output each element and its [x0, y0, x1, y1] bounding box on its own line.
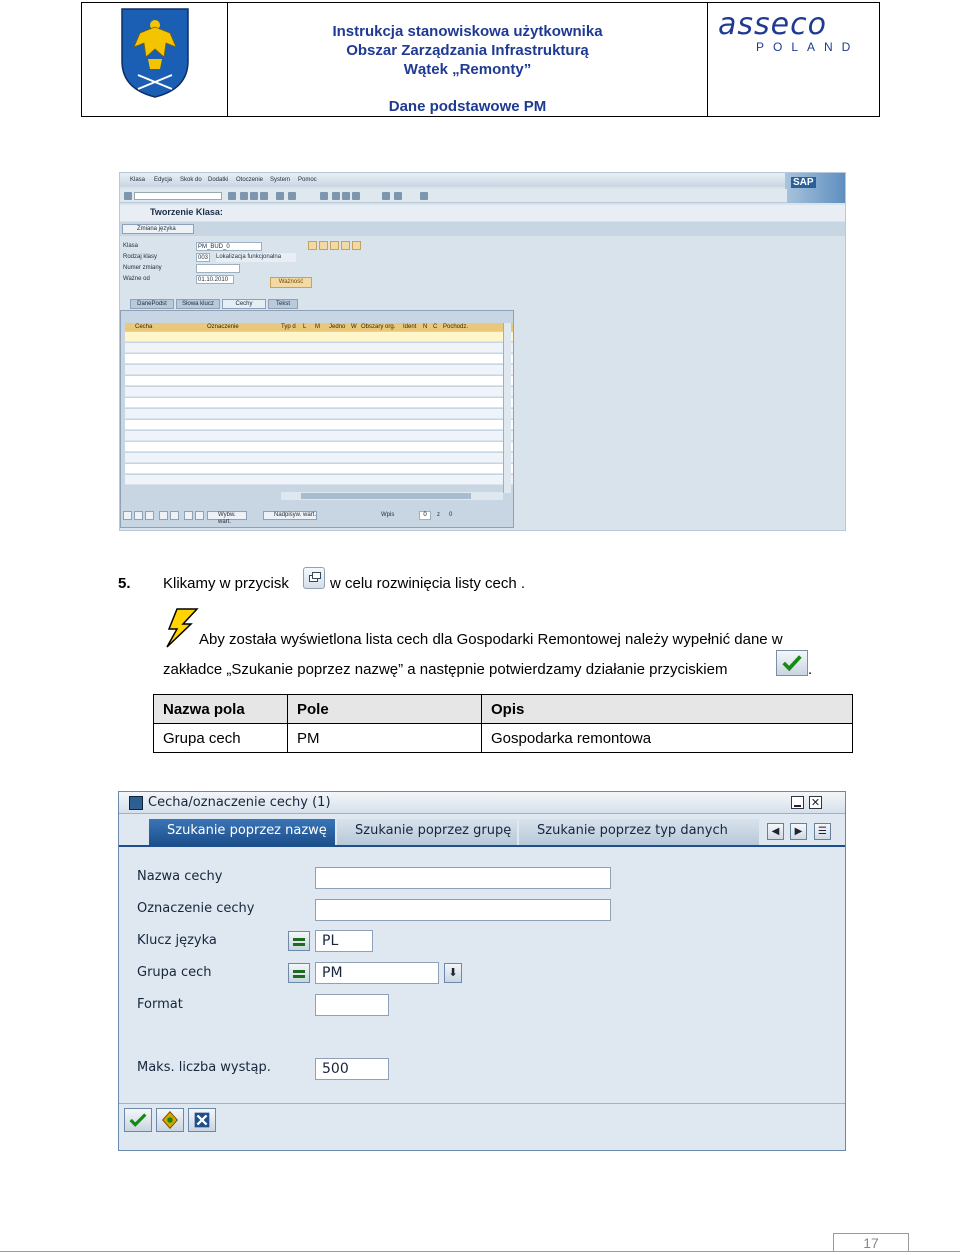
sap-menu-bar: [120, 173, 846, 187]
coat-of-arms-logo: [82, 3, 228, 116]
menu-item[interactable]: Klasa: [130, 177, 146, 183]
column-header: Pole: [288, 695, 482, 724]
column-header: Jedno: [329, 324, 346, 330]
language-key-input[interactable]: PL: [315, 930, 373, 952]
small-button-icon[interactable]: [319, 241, 328, 250]
tab-search-by-group[interactable]: Szukanie poprzez grupę: [337, 819, 517, 845]
table-cell: Gospodarka remontowa: [482, 724, 853, 753]
table-row[interactable]: [125, 420, 513, 430]
values-button[interactable]: Wybw. wart.: [207, 511, 247, 520]
dialog-tab-bar: [119, 815, 846, 845]
characteristic-name-input[interactable]: [315, 867, 611, 889]
column-header: Nazwa pola: [154, 695, 288, 724]
small-button-icon[interactable]: [308, 241, 317, 250]
equals-operator-icon[interactable]: [288, 931, 310, 951]
menu-item[interactable]: Edycja: [154, 177, 173, 183]
column-header: W: [351, 324, 357, 330]
entry-field[interactable]: 0: [419, 511, 431, 520]
prev-page-icon[interactable]: [332, 192, 340, 200]
column-header: Cecha: [135, 324, 153, 330]
max-hits-input[interactable]: 500: [315, 1058, 389, 1080]
menu-item[interactable]: Otoczenie: [236, 177, 264, 183]
insert-row-icon[interactable]: [159, 511, 168, 520]
table-row[interactable]: [125, 387, 513, 397]
table-row[interactable]: [125, 354, 513, 364]
header-section: Dane podstawowe PM: [388, 98, 547, 115]
table-row[interactable]: [125, 398, 513, 408]
characteristic-group-input[interactable]: PM: [315, 962, 439, 984]
field-label: Maks. liczba wystąp.: [137, 1060, 271, 1075]
value-help-icon[interactable]: ⬇: [444, 963, 462, 983]
scroll-thumb[interactable]: [301, 493, 471, 499]
characteristic-search-dialog: [118, 791, 846, 1151]
menu-item[interactable]: Skok do: [180, 177, 202, 183]
cancel-x-icon[interactable]: [188, 1108, 216, 1132]
select-all-icon[interactable]: [123, 511, 132, 520]
page-number: 17: [833, 1233, 909, 1252]
field-label: Grupa cech: [137, 965, 212, 980]
field-label: Rodzaj klasy: [123, 254, 158, 260]
delete-row-icon[interactable]: [170, 511, 179, 520]
multiple-selection-icon[interactable]: [156, 1108, 184, 1132]
class-type-description: Lokalizacja funkcjonalna: [216, 253, 296, 262]
sap-window-icon: [129, 796, 143, 810]
table-row[interactable]: [125, 464, 513, 474]
sap-create-class-screenshot: [119, 172, 846, 531]
note-line-2: zakładce „Szukanie poprzez nazwę” a następnie potwierdzamy działanie przyciskiem: [163, 661, 728, 678]
table-row[interactable]: [125, 442, 513, 452]
print-icon[interactable]: [276, 192, 284, 200]
deselect-all-icon[interactable]: [134, 511, 143, 520]
new-session-icon[interactable]: [382, 192, 390, 200]
entry-label: Wpis: [381, 512, 395, 518]
footer-line: [0, 1251, 960, 1252]
grid-bottom-toolbar: [123, 511, 513, 525]
asseco-logo-sub: POLAND: [756, 40, 860, 54]
table-row[interactable]: [125, 343, 513, 353]
class-field[interactable]: PM_BUD_0: [196, 242, 262, 251]
field-label: Format: [137, 997, 183, 1012]
column-header: Ident: [403, 324, 417, 330]
column-header: M: [315, 324, 320, 330]
small-button-icon[interactable]: [341, 241, 350, 250]
menu-item[interactable]: Pomoc: [298, 177, 317, 183]
note-line-2-end: .: [808, 661, 813, 678]
characteristics-grid: [120, 310, 514, 528]
tab-text[interactable]: Tekst: [268, 299, 298, 309]
validity-button[interactable]: Ważność: [270, 277, 312, 288]
menu-item[interactable]: Dodatki: [208, 177, 229, 183]
small-button-icon[interactable]: [352, 241, 361, 250]
minimize-icon[interactable]: [791, 796, 804, 809]
overwrite-values-button[interactable]: Nadpisyw. wart.: [263, 511, 317, 520]
field-label: Klasa: [123, 243, 139, 249]
horizontal-scrollbar[interactable]: [281, 492, 503, 500]
class-small-buttons: [308, 241, 363, 251]
asseco-logo-cell: [708, 3, 879, 116]
asseco-logo: asseco: [718, 7, 827, 42]
class-type-field[interactable]: 003: [198, 255, 209, 261]
screen-title: Tworzenie Klasa:: [150, 207, 223, 217]
table-row[interactable]: [125, 431, 513, 441]
save-icon[interactable]: [228, 192, 236, 200]
exit-icon[interactable]: [250, 192, 258, 200]
fields-table: [153, 694, 853, 753]
step-number: 5.: [118, 575, 131, 592]
tab-search-by-name[interactable]: Szukanie poprzez nazwę: [149, 819, 335, 845]
grid-header: [125, 323, 513, 331]
shortcut-icon[interactable]: [394, 192, 402, 200]
table-row[interactable]: [125, 376, 513, 386]
header-line-3: Wątek „Remonty”: [403, 61, 532, 78]
sap-logo: SAP: [785, 173, 845, 203]
expand-list-icon: [303, 567, 325, 589]
header-title-cell: [228, 3, 708, 116]
coat-of-arms-cell: [82, 3, 228, 116]
last-page-icon[interactable]: [352, 192, 360, 200]
tab-list-icon[interactable]: ☰: [814, 823, 831, 840]
table-row[interactable]: [125, 453, 513, 463]
command-field[interactable]: [134, 192, 222, 200]
change-language-button[interactable]: Zmiana języka: [122, 224, 194, 234]
dialog-title: Cecha/oznaczenie cechy (1): [148, 795, 331, 810]
change-number-field[interactable]: [196, 264, 240, 273]
tab-keywords[interactable]: Słowa klucz: [176, 299, 220, 309]
confirm-check-icon[interactable]: [124, 1108, 152, 1132]
table-row[interactable]: [125, 332, 513, 342]
cancel-icon[interactable]: [260, 192, 268, 200]
column-header: L: [303, 324, 307, 330]
scroll-tabs-right-icon[interactable]: ▶: [790, 823, 807, 840]
table-row[interactable]: [125, 475, 513, 485]
column-header: Typ d: [281, 324, 296, 330]
paste-icon[interactable]: [195, 511, 204, 520]
field-label: Ważne od: [123, 276, 150, 282]
screen-title-bar: [120, 205, 846, 221]
back-icon[interactable]: [240, 192, 248, 200]
next-page-icon[interactable]: [342, 192, 350, 200]
table-row[interactable]: [125, 409, 513, 419]
note-line-1: Aby została wyświetlona lista cech dla Gospodarki Remontowej należy wypełnić dane w: [199, 631, 783, 648]
table-row[interactable]: [125, 365, 513, 375]
copy-icon[interactable]: [184, 511, 193, 520]
find-icon[interactable]: [288, 192, 296, 200]
characteristic-description-input[interactable]: [315, 899, 611, 921]
field-label: Nazwa cechy: [137, 869, 223, 884]
step-text-before: Klikamy w przycisk: [163, 575, 289, 592]
scroll-tabs-left-icon[interactable]: ◀: [767, 823, 784, 840]
entry-total: 0: [449, 512, 453, 518]
valid-from-field[interactable]: 01.10.2010: [196, 275, 234, 284]
search-panel: [119, 845, 846, 1103]
header-line-1: Instrukcja stanowiskowa użytkownika: [332, 23, 603, 40]
column-header: Opis: [482, 695, 853, 724]
vertical-scrollbar[interactable]: [503, 323, 511, 493]
table-row: [154, 724, 853, 753]
column-header: Pochodz.: [443, 324, 469, 330]
column-header: C: [433, 324, 438, 330]
field-label: Numer zmiany: [123, 265, 162, 271]
equals-operator-icon[interactable]: [288, 963, 310, 983]
dialog-title-bar: [119, 792, 846, 814]
help-icon[interactable]: [420, 192, 428, 200]
application-toolbar: [120, 222, 846, 236]
close-icon[interactable]: ✕: [810, 796, 821, 809]
step-text-after: w celu rozwinięcia listy cech .: [330, 575, 526, 592]
tab-basic-data[interactable]: DanePodst: [130, 299, 174, 309]
table-header-row: [154, 695, 853, 724]
tab-characteristics[interactable]: Cechy: [222, 299, 266, 309]
enter-icon[interactable]: [124, 192, 132, 200]
small-button-icon[interactable]: [330, 241, 339, 250]
details-icon[interactable]: [145, 511, 154, 520]
entry-of-label: z: [437, 512, 440, 518]
column-header: Oznaczenie: [207, 324, 239, 330]
field-label: Klucz języka: [137, 933, 217, 948]
lightning-icon: [163, 608, 199, 648]
table-cell: PM: [288, 724, 482, 753]
tab-search-by-data-type[interactable]: Szukanie poprzez typ danych: [519, 819, 759, 845]
page-header: [81, 2, 880, 117]
table-cell: Grupa cech: [154, 724, 288, 753]
dialog-footer: [119, 1103, 846, 1151]
first-page-icon[interactable]: [320, 192, 328, 200]
field-label: Oznaczenie cechy: [137, 901, 255, 916]
check-icon: [776, 650, 808, 676]
menu-item[interactable]: System: [270, 177, 291, 183]
column-header: Obszary org.: [361, 324, 396, 330]
column-header: N: [423, 324, 428, 330]
format-input[interactable]: [315, 994, 389, 1016]
header-line-2: Obszar Zarządzania Infrastrukturą: [346, 42, 589, 59]
